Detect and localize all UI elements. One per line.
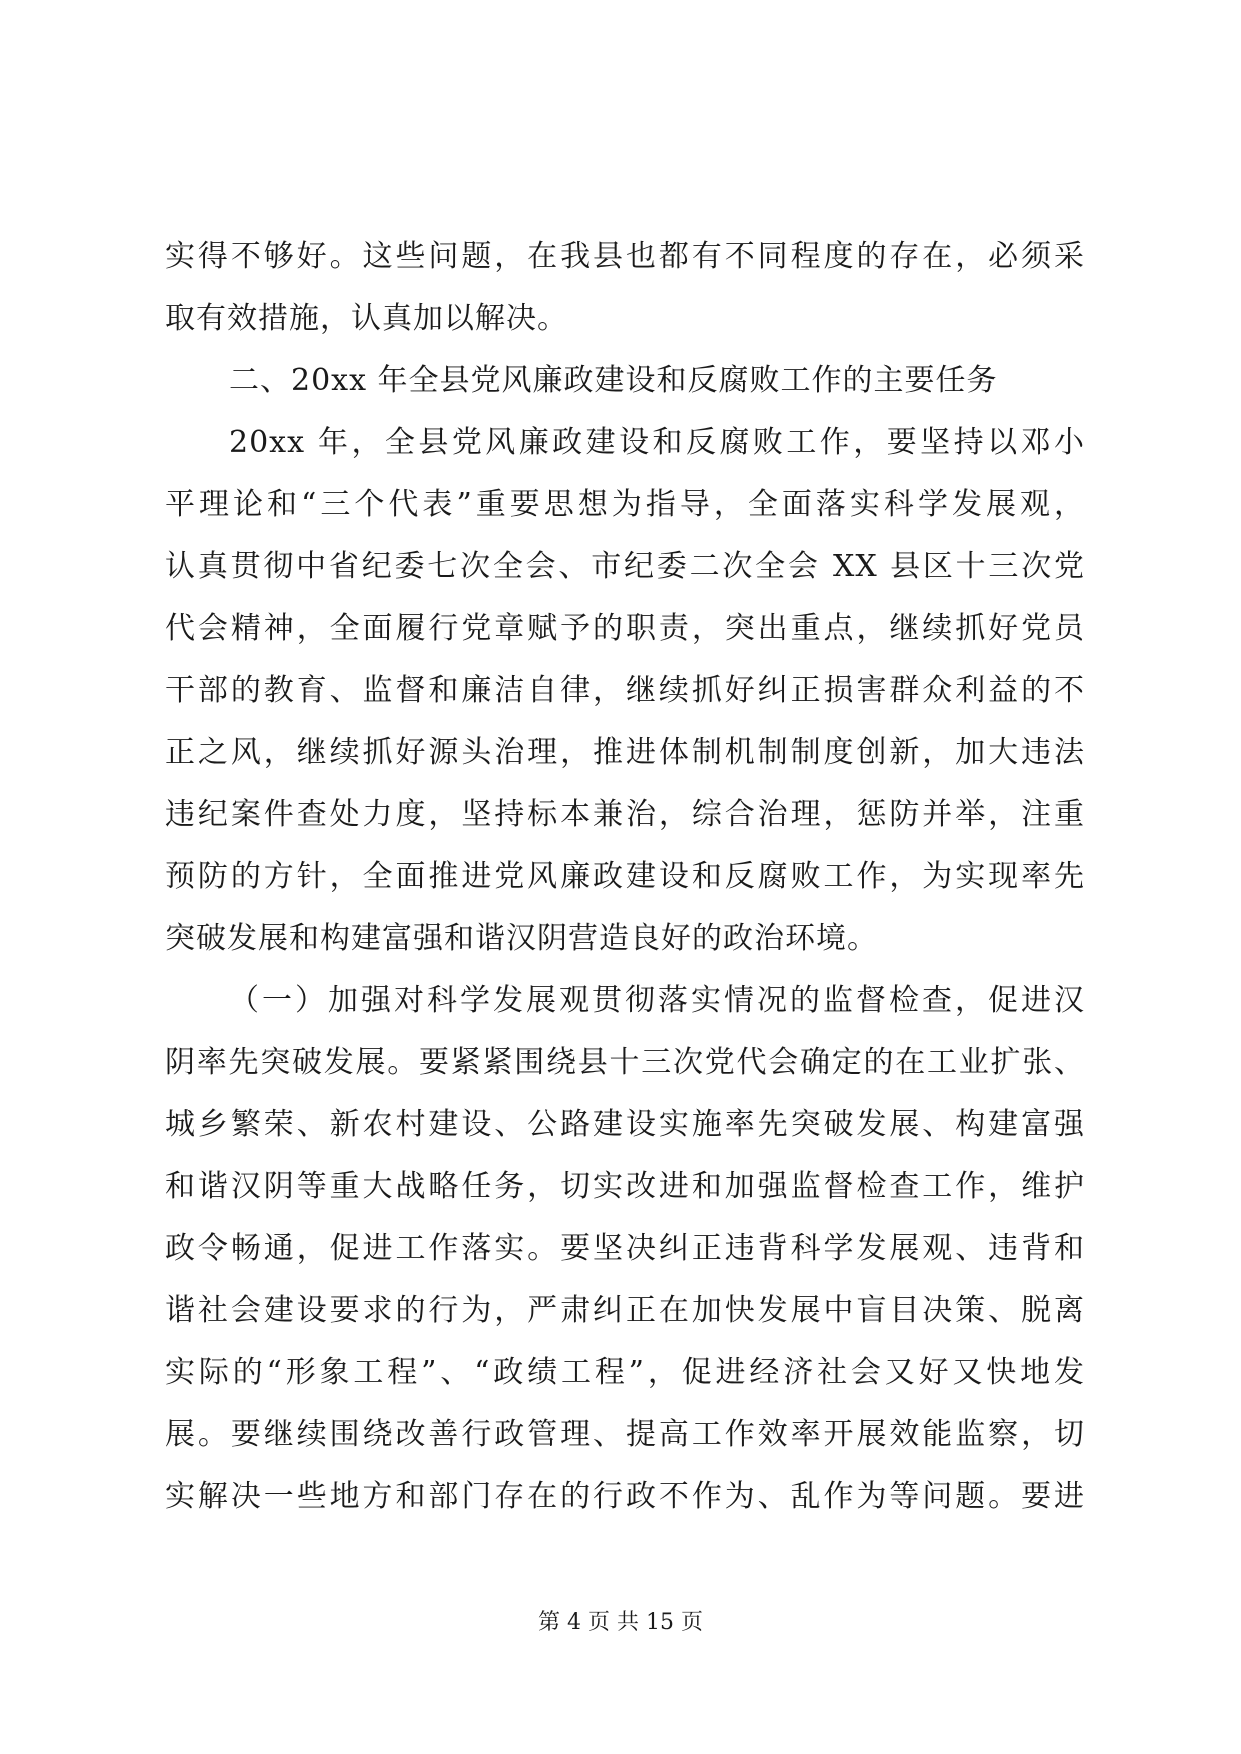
text-line: 展。要继续围绕改善行政管理、提高工作效率开展效能监察，切 [165,1417,1085,1452]
document-body [165,226,1085,1528]
text-line: 预防的方针，全面推进党风廉政建设和反腐败工作，为实现率先 [165,859,1085,894]
text-line: 代会精神，全面履行党章赋予的职责，突出重点，继续抓好党员 [165,611,1085,646]
subsection-heading: （一）加强对科学发展观贯彻落实情况的监督检查，促进汉 [229,983,1085,1018]
text-line: 政令畅通，促进工作落实。要坚决纠正违背科学发展观、违背和 [165,1231,1085,1266]
text-line: 平理论和“三个代表”重要思想为指导，全面落实科学发展观， [165,487,1085,522]
text-line: 阴率先突破发展。要紧紧围绕县十三次党代会确定的在工业扩张、 [165,1045,1085,1080]
text-line: 实得不够好。这些问题，在我县也都有不同程度的存在，必须采 [165,239,1085,274]
text-line: 违纪案件查处力度，坚持标本兼治，综合治理，惩防并举，注重 [165,797,1085,832]
text-line: 谐社会建设要求的行为，严肃纠正在加快发展中盲目决策、脱离 [165,1293,1085,1328]
text-line: 和谐汉阴等重大战略任务，切实改进和加强监督检查工作，维护 [165,1169,1085,1204]
text-line: 城乡繁荣、新农村建设、公路建设实施率先突破发展、构建富强 [165,1107,1085,1142]
text-line: 实解决一些地方和部门存在的行政不作为、乱作为等问题。要进 [165,1479,1085,1514]
text-line: 认真贯彻中省纪委七次全会、市纪委二次全会 XX 县区十三次党 [165,549,1085,584]
text-line: 取有效措施，认真加以解决。 [165,301,568,336]
text-line: 20xx 年，全县党风廉政建设和反腐败工作，要坚持以邓小 [229,425,1085,460]
text-line: 突破发展和构建富强和谐汉阴营造良好的政治环境。 [165,921,878,956]
text-line: 实际的“形象工程”、“政绩工程”，促进经济社会又好又快地发 [165,1355,1085,1390]
text-line: 正之风，继续抓好源头治理，推进体制机制制度创新，加大违法 [165,735,1085,770]
page-number-footer: 第 4 页 共 15 页 [538,1610,703,1635]
section-heading: 二、20xx 年全县党风廉政建设和反腐败工作的主要任务 [229,363,998,398]
text-line: 干部的教育、监督和廉洁自律，继续抓好纠正损害群众利益的不 [165,673,1085,708]
